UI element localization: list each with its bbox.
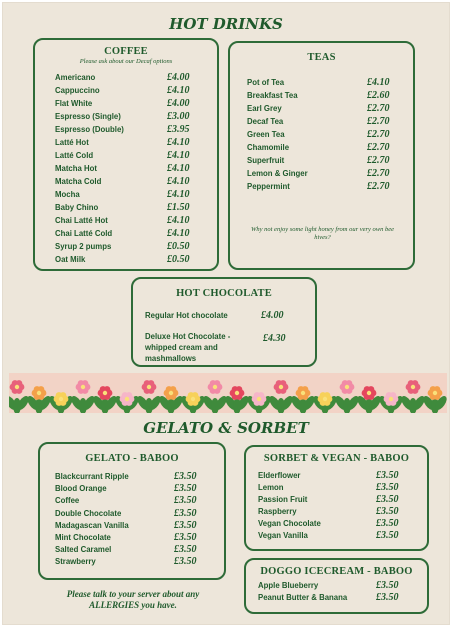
item-price: £3.50 xyxy=(174,507,197,519)
item-name: Chai Latté Cold xyxy=(55,229,113,238)
coffee-heading: COFFEE xyxy=(104,46,148,57)
item-price: £3.50 xyxy=(376,482,399,493)
item-name: Blackcurrant Ripple xyxy=(55,472,129,481)
item-name: Pot of Tea xyxy=(247,78,285,87)
item-name: Decaf Tea xyxy=(247,117,284,126)
allergy-note-line1: Please talk to your server about any xyxy=(66,589,200,599)
item-name: Strawberry xyxy=(55,557,96,567)
item-price: £3.50 xyxy=(376,494,399,505)
item-name: Superfruit xyxy=(247,156,285,165)
item-name: Double Chocolate xyxy=(55,508,122,518)
menu-item xyxy=(246,593,427,606)
item-name: Mocha xyxy=(55,190,80,199)
item-name: Baby Chino xyxy=(55,203,99,212)
item-name: Salted Caramel xyxy=(55,545,112,555)
item-name: Coffee xyxy=(55,496,80,506)
menu-item xyxy=(40,557,224,570)
flower-illustration xyxy=(9,373,447,413)
flower-border xyxy=(9,373,447,413)
doggo-heading: DOGGO ICECREAM - BABOO xyxy=(260,566,413,577)
gelato-sorbet-heading: GELATO & SORBET xyxy=(143,419,309,437)
item-price: £3.00 xyxy=(167,111,190,122)
item-name: Earl Grey xyxy=(247,104,282,113)
item-price: £2.60 xyxy=(367,90,390,101)
item-price: £2.70 xyxy=(367,103,390,114)
item-name: Chai Latté Hot xyxy=(55,216,108,225)
item-name: Peanut Butter & Banana xyxy=(258,593,348,602)
item-price: £2.70 xyxy=(367,155,390,166)
item-name: Lemon xyxy=(258,483,284,492)
item-name: Americano xyxy=(55,73,96,82)
item-name: Passion Fruit xyxy=(258,495,308,504)
item-price: £4.10 xyxy=(167,189,190,200)
teas-heading: TEAS xyxy=(307,52,336,63)
item-price: £2.70 xyxy=(367,168,390,179)
coffee-box xyxy=(33,38,219,271)
coffee-decaf-note: Please ask about our Decaf options xyxy=(79,58,173,65)
item-price: £4.10 xyxy=(167,85,190,96)
item-name: Flat White xyxy=(55,99,93,108)
menu-item xyxy=(133,331,315,367)
doggo-box xyxy=(244,558,429,614)
item-name: Latté Hot xyxy=(55,138,89,147)
item-price: £3.50 xyxy=(174,544,197,556)
item-price: £3.50 xyxy=(376,580,399,591)
item-name: Breakfast Tea xyxy=(247,91,298,100)
item-name: Latté Cold xyxy=(55,151,94,160)
item-name: Syrup 2 pumps xyxy=(55,242,112,251)
sorbet-box xyxy=(244,445,429,551)
item-price: £4.10 xyxy=(167,176,190,187)
item-price: £3.50 xyxy=(174,556,197,568)
allergy-note xyxy=(33,589,233,611)
item-name: Apple Blueberry xyxy=(258,581,319,590)
item-price: £3.50 xyxy=(174,495,197,507)
item-price: £3.50 xyxy=(376,518,399,529)
item-price: £4.10 xyxy=(167,163,190,174)
item-price: £4.30 xyxy=(263,333,286,344)
item-name: Cappuccino xyxy=(55,86,100,95)
hot-drinks-heading: HOT DRINKS xyxy=(169,15,283,33)
hot-chocolate-box xyxy=(131,277,317,367)
item-price: £2.70 xyxy=(367,142,390,153)
item-price: £2.70 xyxy=(367,181,390,192)
item-price: £1.50 xyxy=(167,202,190,213)
item-name: Espresso (Single) xyxy=(55,112,121,121)
item-price: £3.50 xyxy=(376,506,399,517)
sorbet-heading: SORBET & VEGAN - BABOO xyxy=(263,453,410,464)
item-price: £4.00 xyxy=(261,310,284,321)
gelato-box xyxy=(38,442,226,580)
item-price: £2.70 xyxy=(367,116,390,127)
item-name: Peppermint xyxy=(247,182,290,191)
item-price: £4.10 xyxy=(167,137,190,148)
teas-box xyxy=(228,41,415,270)
gelato-heading: GELATO - BABOO xyxy=(85,453,179,464)
menu-item xyxy=(230,182,413,195)
item-price: £3.50 xyxy=(174,532,197,543)
item-name: Matcha Cold xyxy=(55,177,102,186)
item-price: £3.50 xyxy=(174,483,197,495)
item-name: Green Tea xyxy=(247,130,285,139)
item-name: Matcha Hot xyxy=(55,164,98,173)
honey-note: Why not enjoy some light honey from our very own bee hives? xyxy=(250,226,395,241)
item-price: £3.50 xyxy=(174,519,197,531)
item-price: £3.50 xyxy=(376,592,399,603)
menu-item xyxy=(133,311,315,324)
item-price: £4.00 xyxy=(167,72,190,83)
item-price: £3.50 xyxy=(376,470,399,481)
item-price: £4.00 xyxy=(167,98,190,109)
item-price: £4.10 xyxy=(167,215,190,226)
hot-chocolate-heading: HOT CHOCOLATE xyxy=(176,288,272,299)
item-price: £3.95 xyxy=(167,124,190,135)
item-name: Blood Orange xyxy=(55,484,107,494)
item-price: £4.10 xyxy=(367,77,390,88)
menu-item xyxy=(35,255,217,268)
item-name: Espresso (Double) xyxy=(55,125,124,134)
item-price: £4.10 xyxy=(167,228,190,239)
item-price: £0.50 xyxy=(167,241,190,252)
item-name: Vegan Vanilla xyxy=(258,531,308,540)
item-name: Madagascan Vanilla xyxy=(55,520,129,530)
item-name: Vegan Chocolate xyxy=(258,519,321,528)
item-name: Elderflower xyxy=(258,471,301,480)
menu-page xyxy=(2,2,450,625)
item-name: Deluxe Hot Chocolate - whipped cream and mashmallows xyxy=(145,332,231,363)
item-name: Raspberry xyxy=(258,507,297,516)
item-price: £2.70 xyxy=(367,129,390,140)
item-price: £4.10 xyxy=(167,150,190,161)
item-name: Mint Chocolate xyxy=(55,533,111,542)
item-name: Chamomile xyxy=(247,143,290,152)
menu-item xyxy=(246,531,427,544)
item-name: Regular Hot chocolate xyxy=(145,311,228,320)
item-price: £3.50 xyxy=(174,471,197,482)
item-name: Oat Milk xyxy=(55,255,86,264)
item-price: £0.50 xyxy=(167,254,190,265)
allergy-note-line2: ALLERGIES you have. xyxy=(89,600,177,610)
item-price: £3.50 xyxy=(376,530,399,541)
item-name: Lemon & Ginger xyxy=(247,169,308,178)
